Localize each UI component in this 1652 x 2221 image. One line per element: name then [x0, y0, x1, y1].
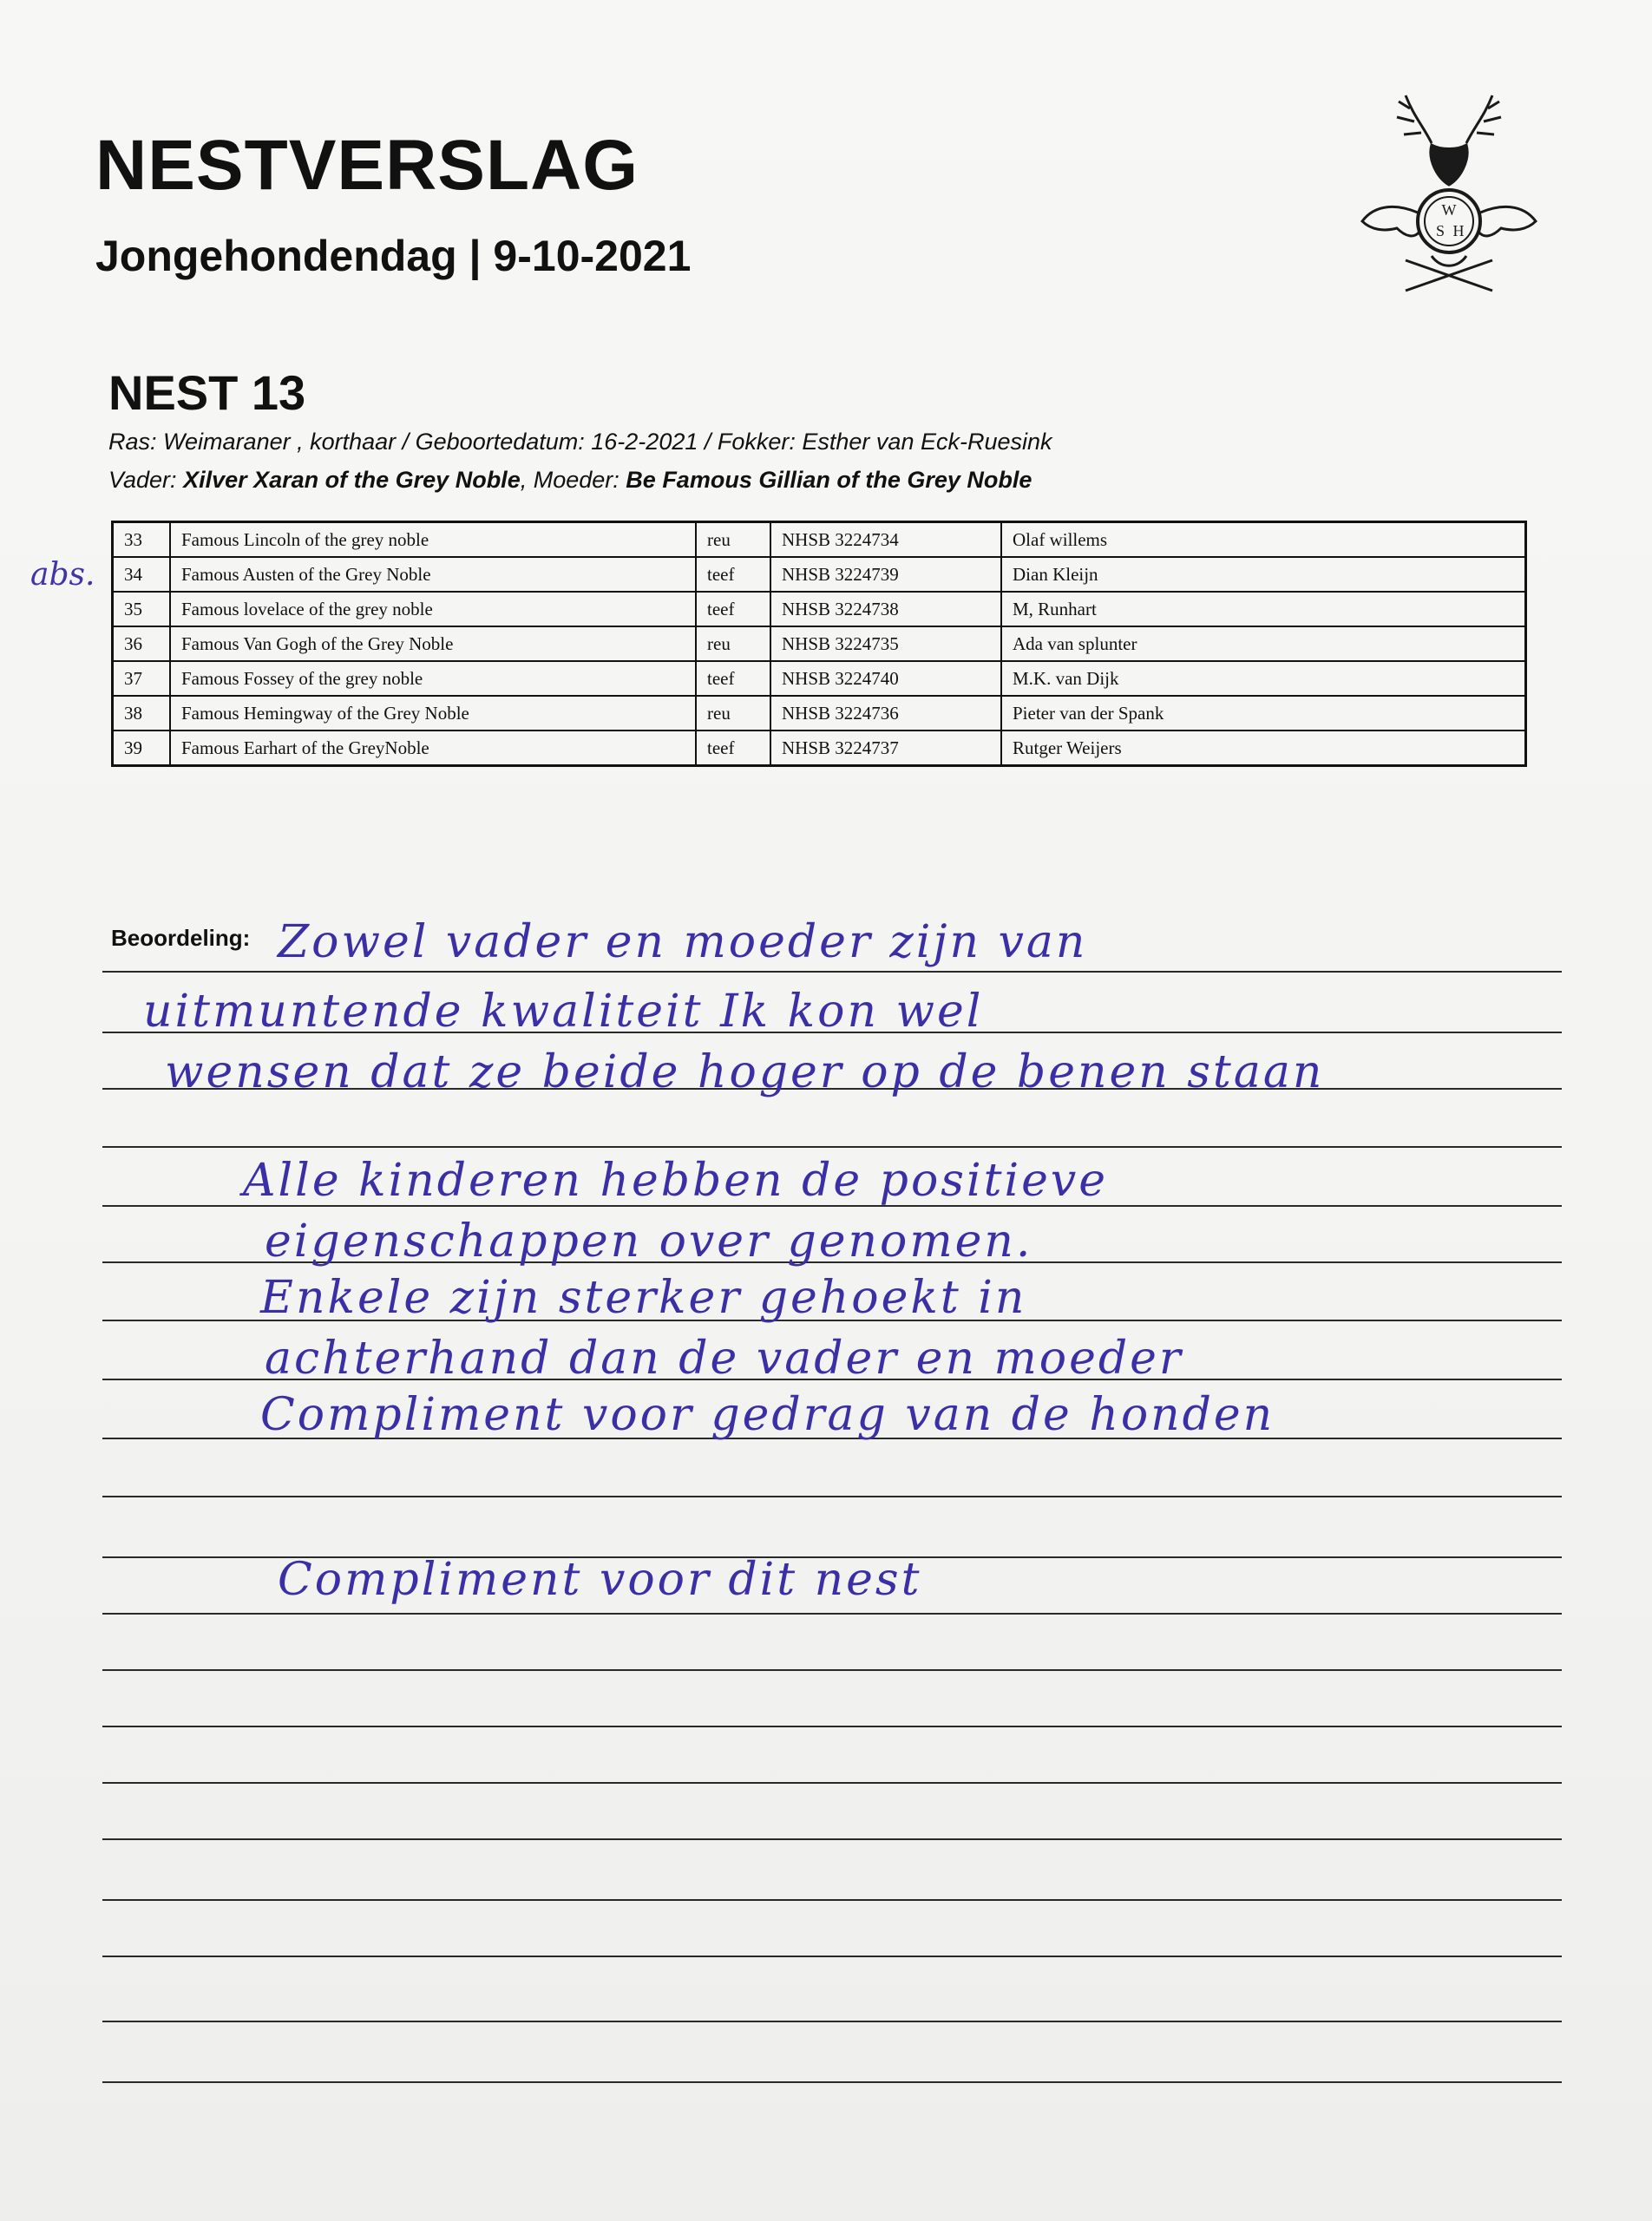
ras-value: Weimaraner , korthaar / Geboortedatum: 16-2-2021 / Fokker: Esther van Eck-Ruesink — [163, 429, 1052, 455]
pup-registration: NHSB 3224737 — [770, 731, 1001, 766]
pup-owner: Rutger Weijers — [1001, 731, 1526, 766]
handwritten-line: achterhand dan de vader en moeder — [265, 1333, 1183, 1385]
pup-number: 35 — [113, 592, 171, 626]
handwritten-line: Enkele zijn sterker gehoekt in — [260, 1272, 1027, 1324]
pup-number: 38 — [113, 696, 171, 731]
pup-number: 34 — [113, 557, 171, 592]
pup-owner: M, Runhart — [1001, 592, 1526, 626]
pup-sex: teef — [696, 661, 770, 696]
pup-owner: Olaf willems — [1001, 522, 1526, 558]
logo-letter-w: W — [1441, 201, 1457, 219]
handwritten-line: uitmuntende kwaliteit Ik kon wel — [143, 986, 984, 1038]
pup-name: Famous Fossey of the grey noble — [170, 661, 696, 696]
pup-owner: M.K. van Dijk — [1001, 661, 1526, 696]
pup-registration: NHSB 3224735 — [770, 626, 1001, 661]
pup-sex: teef — [696, 592, 770, 626]
moeder-label: , Moeder: — [520, 467, 620, 493]
pup-sex: reu — [696, 626, 770, 661]
pup-name: Famous lovelace of the grey noble — [170, 592, 696, 626]
pup-registration: NHSB 3224738 — [770, 592, 1001, 626]
logo-letter-s: S — [1435, 222, 1446, 239]
pup-sex: teef — [696, 557, 770, 592]
pup-registration: NHSB 3224740 — [770, 661, 1001, 696]
pup-number: 37 — [113, 661, 171, 696]
handwritten-line: Zowel vader en moeder zijn van — [278, 916, 1088, 968]
handwritten-line: eigenschappen over genomen. — [265, 1215, 1033, 1268]
nest-title: NEST 13 — [108, 365, 306, 420]
pup-registration: NHSB 3224734 — [770, 522, 1001, 558]
handwritten-line: Alle kinderen hebben de positieve — [243, 1155, 1109, 1207]
beoordeling-label: Beoordeling: — [111, 925, 251, 951]
logo-letter-h: H — [1452, 222, 1465, 239]
pup-owner: Pieter van der Spank — [1001, 696, 1526, 731]
pup-name: Famous Van Gogh of the Grey Noble — [170, 626, 696, 661]
pup-registration: NHSB 3224736 — [770, 696, 1001, 731]
pup-name: Famous Earhart of the GreyNoble — [170, 731, 696, 766]
event-subtitle: Jongehondendag | 9-10-2021 — [95, 232, 692, 280]
pup-sex: reu — [696, 522, 770, 558]
pup-sex: reu — [696, 696, 770, 731]
handwritten-line: Compliment voor gedrag van de honden — [260, 1389, 1275, 1441]
page-title: NESTVERSLAG — [95, 126, 639, 205]
moeder-name: Be Famous Gillian of the Grey Noble — [626, 467, 1032, 493]
pup-owner: Ada van splunter — [1001, 626, 1526, 661]
pup-sex: teef — [696, 731, 770, 766]
pup-number: 36 — [113, 626, 171, 661]
handwritten-line: Compliment voor dit nest — [278, 1554, 922, 1606]
pup-number: 33 — [113, 522, 171, 558]
ras-label: Ras: — [108, 429, 157, 455]
pup-number: 39 — [113, 731, 171, 766]
pup-name: Famous Hemingway of the Grey Noble — [170, 696, 696, 731]
handwritten-margin-note: abs. — [30, 557, 95, 593]
vader-label: Vader: — [108, 467, 177, 493]
pup-registration: NHSB 3224739 — [770, 557, 1001, 592]
vader-name: Xilver Xaran of the Grey Noble — [183, 467, 521, 493]
pup-name: Famous Lincoln of the grey noble — [170, 522, 696, 558]
pup-owner: Dian Kleijn — [1001, 557, 1526, 592]
handwritten-line: wensen dat ze beide hoger op de benen staan — [165, 1046, 1325, 1098]
pup-name: Famous Austen of the Grey Noble — [170, 557, 696, 592]
